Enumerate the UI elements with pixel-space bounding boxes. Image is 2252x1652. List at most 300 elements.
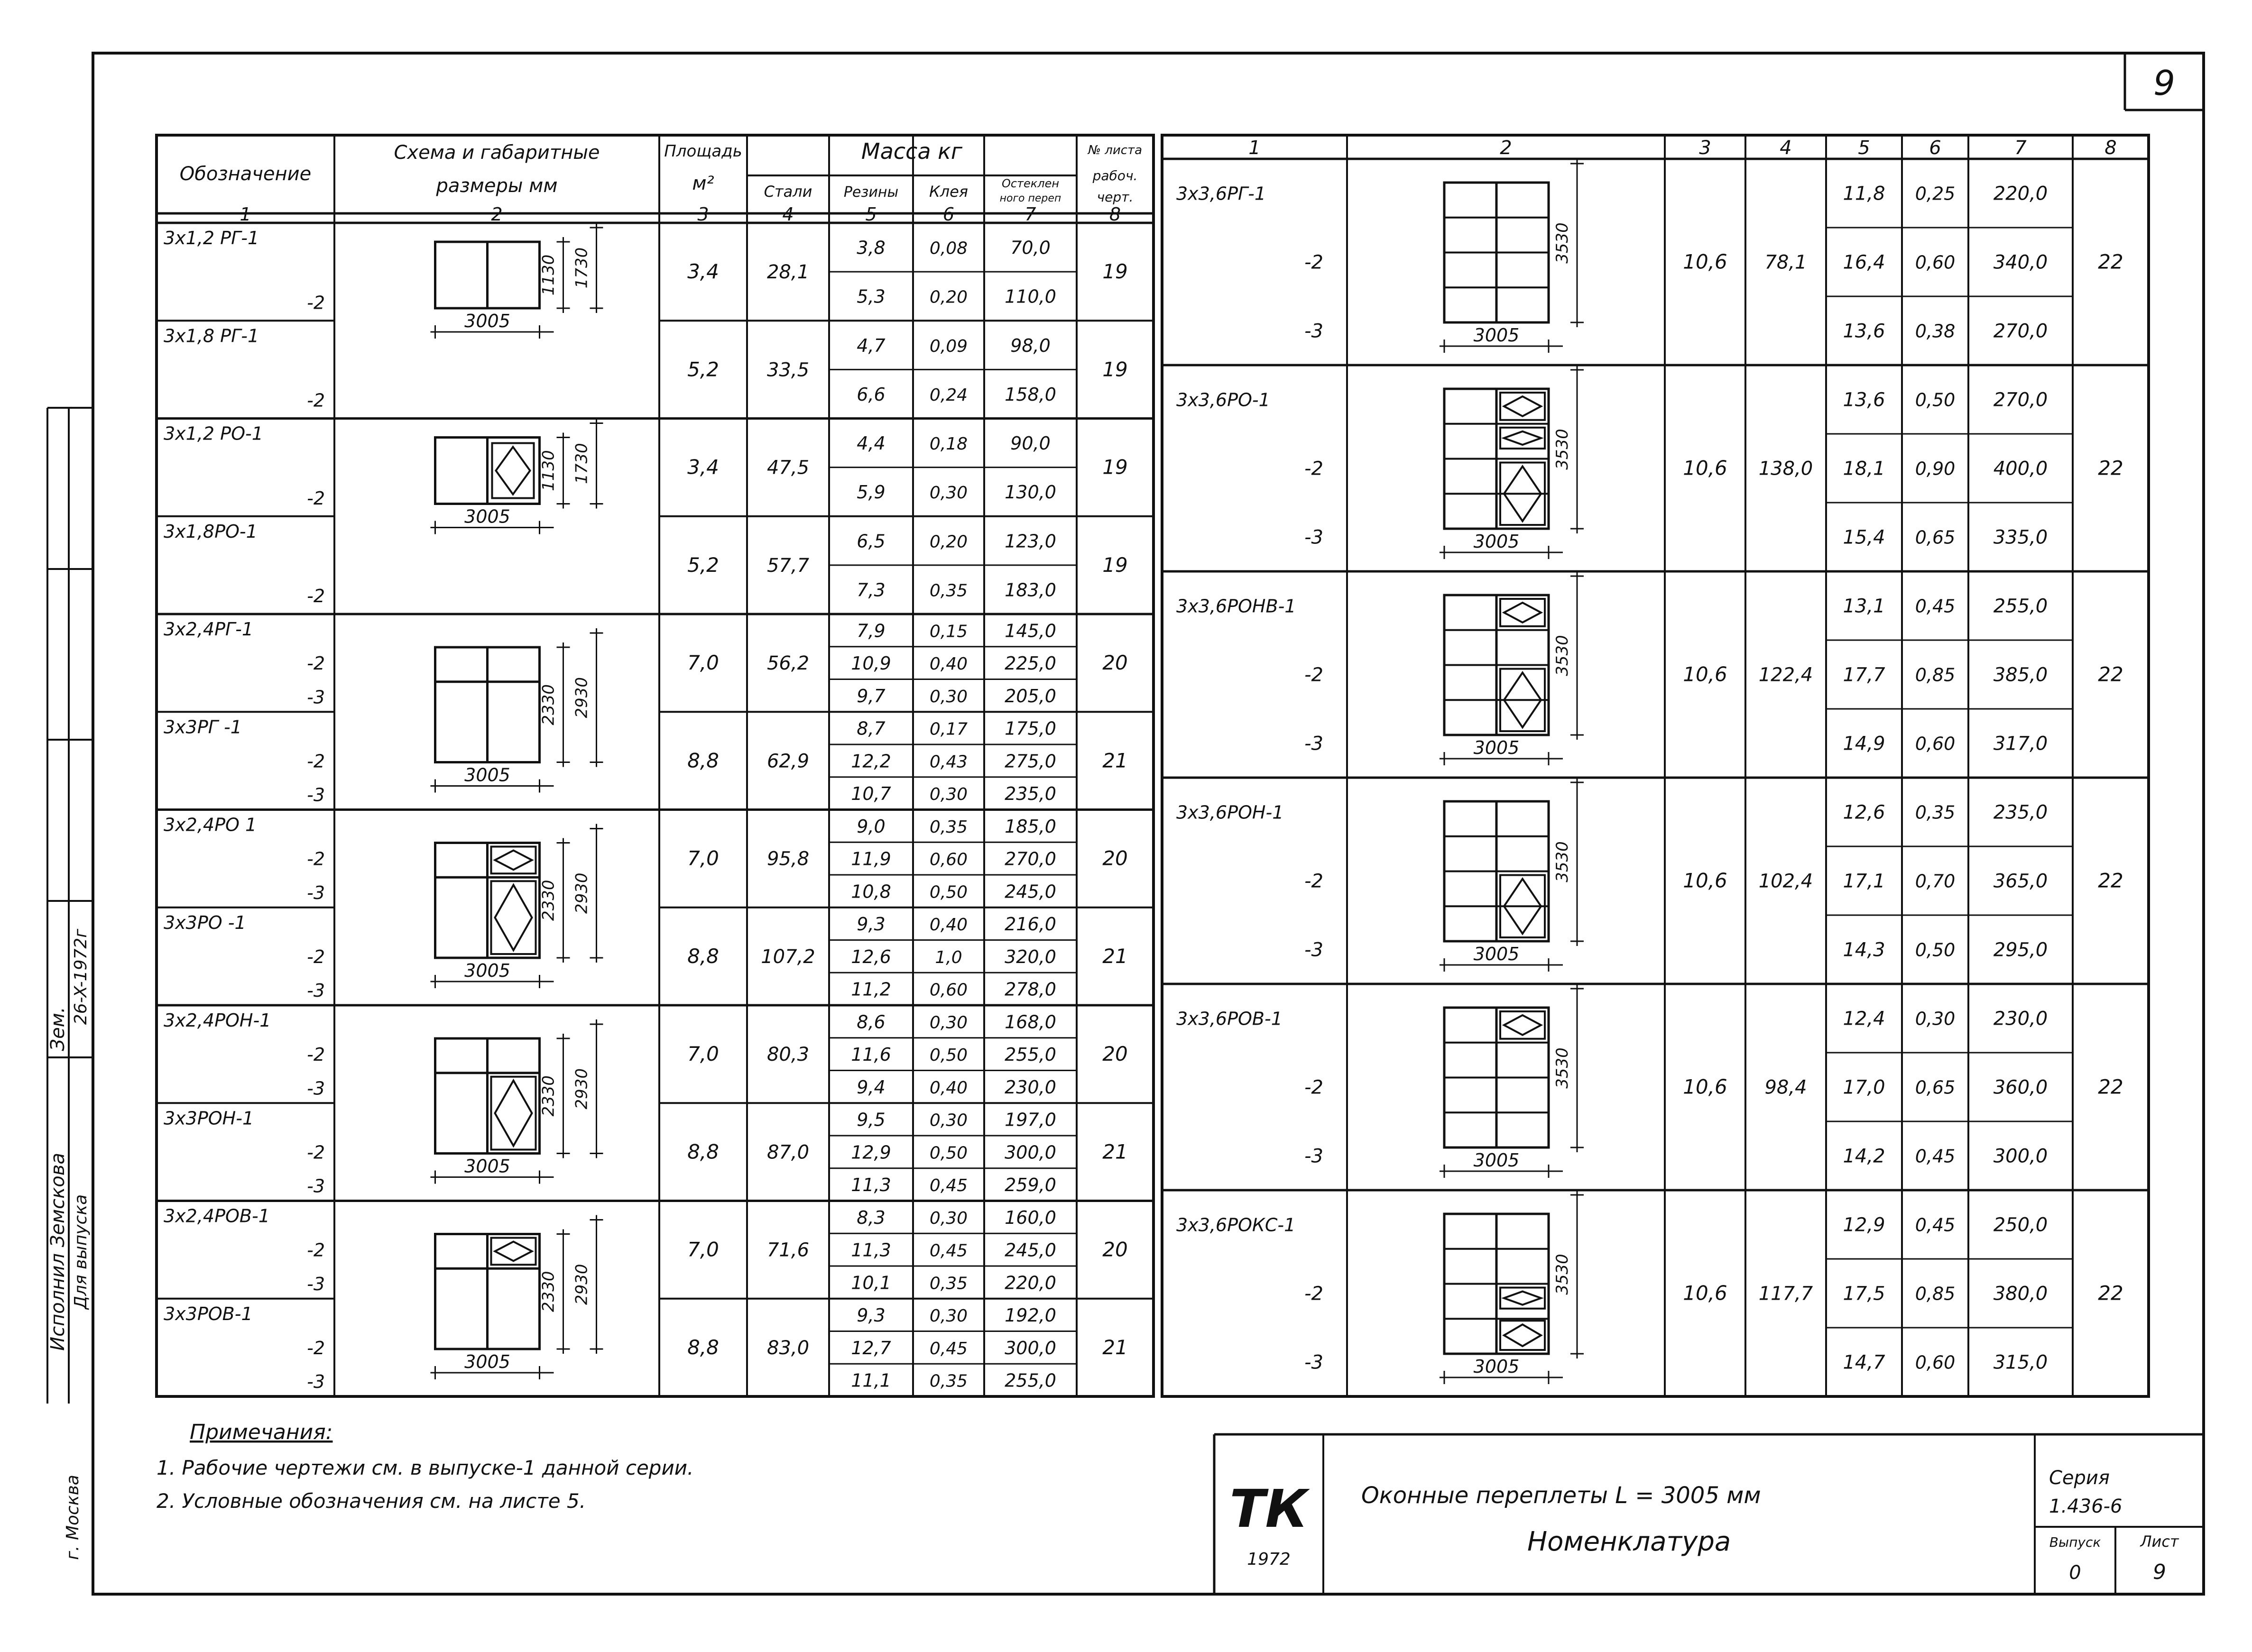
area-value: 8,8 bbox=[687, 749, 719, 772]
steel-mass: 56,2 bbox=[766, 652, 810, 675]
designation-variant: -2 bbox=[307, 1142, 325, 1163]
window-scheme bbox=[431, 223, 603, 339]
dimension-label: 3005 bbox=[1473, 944, 1520, 964]
area-value: 10,6 bbox=[1683, 1281, 1727, 1305]
glue-mass: 0,50 bbox=[1915, 389, 1956, 411]
glue-mass: 0,43 bbox=[929, 752, 968, 772]
glazed-mass: 123,0 bbox=[1005, 531, 1056, 552]
designation: 3х1,2 РО-1 bbox=[164, 423, 263, 444]
rubber-mass: 17,5 bbox=[1843, 1283, 1885, 1305]
glue-mass: 0,35 bbox=[929, 1274, 968, 1294]
designation-variant: -2 bbox=[1304, 664, 1323, 686]
right-nomenclature-table bbox=[1162, 135, 2149, 1396]
glazed-mass: 250,0 bbox=[1993, 1214, 2048, 1236]
rubber-mass: 11,9 bbox=[851, 848, 891, 870]
glazed-mass: 90,0 bbox=[1010, 433, 1051, 454]
area-value: 8,8 bbox=[687, 1335, 719, 1359]
glazed-mass: 317,0 bbox=[1993, 733, 2048, 755]
rubber-mass: 7,3 bbox=[857, 579, 886, 601]
glazed-mass: 110,0 bbox=[1005, 286, 1056, 307]
glazed-mass: 205,0 bbox=[1005, 685, 1056, 707]
sheet-label: Лист bbox=[2140, 1533, 2179, 1551]
notes-title: Примечания: bbox=[190, 1420, 333, 1444]
series-label: Серия bbox=[2049, 1467, 2110, 1489]
column-number: 2 bbox=[1500, 137, 1512, 159]
glue-mass: 0,40 bbox=[929, 915, 968, 935]
glue-mass: 0,45 bbox=[929, 1339, 968, 1358]
area-value: 8,8 bbox=[687, 944, 719, 968]
dimension-label: 3005 bbox=[464, 960, 510, 981]
glazed-mass: 235,0 bbox=[1993, 801, 2048, 824]
glue-mass: 0,38 bbox=[1915, 321, 1956, 342]
steel-mass: 57,7 bbox=[766, 554, 810, 577]
sheet-ref: 20 bbox=[1102, 1238, 1128, 1261]
designation-variant: -2 bbox=[307, 586, 325, 606]
rubber-mass: 14,7 bbox=[1843, 1351, 1885, 1374]
glue-mass: 0,35 bbox=[929, 1371, 968, 1391]
glue-mass: 0,50 bbox=[1915, 939, 1956, 961]
designation-variant: -2 bbox=[1304, 458, 1323, 480]
glazed-pane bbox=[491, 1077, 536, 1150]
designation-variant: -2 bbox=[307, 848, 325, 870]
glazing-diamond bbox=[1504, 1015, 1541, 1035]
glue-mass: 0,40 bbox=[929, 1078, 968, 1098]
glue-mass: 0,15 bbox=[929, 622, 968, 642]
dimension-label: 3005 bbox=[1473, 737, 1520, 758]
glue-mass: 0,09 bbox=[929, 336, 968, 356]
window-scheme bbox=[431, 628, 603, 793]
sheet-ref: 19 bbox=[1102, 358, 1128, 381]
designation-variant: -2 bbox=[307, 751, 325, 772]
dimension-label: 2930 bbox=[572, 1068, 591, 1110]
designation: 3х3,6РО-1 bbox=[1176, 389, 1270, 411]
area-value: 7,0 bbox=[687, 651, 719, 675]
area-value: 10,6 bbox=[1683, 1075, 1727, 1099]
steel-mass: 102,4 bbox=[1758, 870, 1813, 892]
rubber-mass: 4,7 bbox=[857, 335, 886, 356]
sheet-ref: 22 bbox=[2098, 456, 2123, 480]
rubber-mass: 5,3 bbox=[857, 286, 886, 307]
glue-mass: 0,50 bbox=[929, 882, 968, 902]
dimension-label: 3530 bbox=[1553, 841, 1572, 882]
glue-mass: 0,35 bbox=[1915, 802, 1956, 823]
dimension-label: 1730 bbox=[572, 443, 591, 484]
designation: 3х2,4РО 1 bbox=[164, 814, 257, 835]
glazed-mass: 365,0 bbox=[1993, 870, 2048, 892]
series-value: 1.436-6 bbox=[2049, 1496, 2123, 1517]
sheet-ref: 20 bbox=[1102, 651, 1128, 675]
dimension-label: 3530 bbox=[1553, 1254, 1572, 1295]
glazed-mass: 295,0 bbox=[1993, 939, 2048, 961]
rubber-mass: 15,4 bbox=[1843, 526, 1885, 549]
rubber-mass: 13,6 bbox=[1843, 389, 1885, 411]
steel-mass: 107,2 bbox=[761, 945, 815, 968]
window-scheme bbox=[1440, 571, 1584, 765]
glazed-mass: 230,0 bbox=[1005, 1076, 1056, 1098]
designation-variant: -2 bbox=[307, 487, 325, 509]
rubber-mass: 18,1 bbox=[1843, 458, 1885, 480]
glue-mass: 0,24 bbox=[929, 385, 968, 405]
dimension-label: 3005 bbox=[464, 764, 510, 786]
rubber-mass: 17,0 bbox=[1843, 1076, 1885, 1099]
glazed-mass: 335,0 bbox=[1993, 526, 2048, 549]
glazed-pane bbox=[492, 443, 534, 498]
sheet-ref: 22 bbox=[2098, 662, 2123, 686]
glue-mass: 0,45 bbox=[929, 1176, 968, 1196]
rubber-mass: 8,6 bbox=[857, 1011, 886, 1033]
designation: 3х3,6РОН-1 bbox=[1176, 802, 1284, 823]
designation-variant: -3 bbox=[307, 784, 325, 806]
area-value: 7,0 bbox=[687, 1238, 719, 1261]
stamp-executor: Исполнил Земскова bbox=[47, 1153, 69, 1351]
glazed-mass: 270,0 bbox=[1993, 320, 2048, 342]
glue-mass: 0,85 bbox=[1915, 1283, 1956, 1304]
steel-mass: 71,6 bbox=[766, 1239, 810, 1261]
steel-mass: 122,4 bbox=[1758, 664, 1813, 686]
note-1: 1. Рабочие чертежи см. в выпуске-1 данной серии. bbox=[157, 1456, 694, 1479]
side-stamp bbox=[47, 408, 93, 1560]
logo-tk: ТК bbox=[1229, 1478, 1308, 1539]
rubber-mass: 10,7 bbox=[851, 783, 891, 805]
glazing-diamond bbox=[496, 447, 530, 495]
rubber-mass: 7,9 bbox=[857, 620, 886, 642]
header-sheet-2: рабоч. bbox=[1092, 168, 1138, 184]
area-value: 7,0 bbox=[687, 846, 719, 870]
column-number: 8 bbox=[2104, 137, 2117, 159]
glazed-mass: 385,0 bbox=[1993, 664, 2048, 686]
header-area-unit: м² bbox=[692, 173, 714, 194]
header-sheet-3: черт. bbox=[1097, 189, 1134, 205]
glazed-mass: 245,0 bbox=[1005, 1239, 1056, 1261]
column-number: 8 bbox=[1109, 204, 1121, 225]
designation-variant: -3 bbox=[307, 1371, 325, 1392]
left-nomenclature-table bbox=[157, 135, 1154, 1396]
glazed-mass: 98,0 bbox=[1010, 335, 1051, 356]
sheet-title-2: Номенклатура bbox=[1527, 1526, 1731, 1557]
header-rubber: Резины bbox=[843, 184, 899, 201]
glazed-mass: 255,0 bbox=[1993, 595, 2048, 617]
glue-mass: 0,90 bbox=[1915, 458, 1956, 479]
sheet-ref: 19 bbox=[1102, 260, 1128, 284]
rubber-mass: 16,4 bbox=[1843, 251, 1885, 274]
dimension-label: 3005 bbox=[1473, 531, 1520, 552]
designation-variant: -2 bbox=[1304, 251, 1323, 274]
stamp-city: г. Москва bbox=[63, 1475, 83, 1560]
glazed-mass: 360,0 bbox=[1993, 1076, 2048, 1099]
glue-mass: 0,30 bbox=[929, 1306, 968, 1326]
area-value: 8,8 bbox=[687, 1140, 719, 1164]
designation-variant: -3 bbox=[1304, 939, 1323, 961]
glazed-mass: 130,0 bbox=[1005, 482, 1056, 503]
glazed-mass: 185,0 bbox=[1005, 816, 1056, 837]
glue-mass: 1,0 bbox=[935, 947, 962, 967]
rubber-mass: 6,6 bbox=[857, 384, 886, 405]
dimension-label: 2930 bbox=[572, 677, 591, 718]
glazed-mass: 270,0 bbox=[1993, 389, 2048, 411]
designation-variant: -2 bbox=[307, 946, 325, 967]
rubber-mass: 13,1 bbox=[1843, 595, 1885, 617]
glazing-diamond bbox=[495, 885, 532, 950]
glazing-diamond bbox=[1504, 396, 1541, 416]
glue-mass: 0,20 bbox=[929, 532, 968, 552]
rubber-mass: 9,3 bbox=[857, 914, 886, 935]
dimension-label: 3005 bbox=[1473, 1150, 1520, 1171]
designation-variant: -3 bbox=[307, 687, 325, 708]
designation-variant: -2 bbox=[1304, 1283, 1323, 1305]
glue-mass: 0,08 bbox=[929, 239, 968, 258]
designation: 3х3РОН-1 bbox=[164, 1108, 254, 1129]
header-glue: Клея bbox=[929, 183, 969, 201]
glazed-mass: 230,0 bbox=[1993, 1008, 2048, 1030]
sheet-value: 9 bbox=[2153, 1560, 2166, 1584]
rubber-mass: 11,2 bbox=[851, 979, 891, 1000]
steel-mass: 83,0 bbox=[766, 1337, 810, 1359]
rubber-mass: 3,8 bbox=[857, 237, 886, 258]
column-number: 3 bbox=[697, 204, 709, 225]
glazed-mass: 380,0 bbox=[1993, 1283, 2048, 1305]
rubber-mass: 9,0 bbox=[857, 816, 886, 837]
area-value: 3,4 bbox=[687, 260, 719, 284]
glue-mass: 0,45 bbox=[1915, 1146, 1956, 1167]
designation: 3х3,6РОВ-1 bbox=[1176, 1008, 1283, 1029]
window-scheme bbox=[1440, 159, 1584, 353]
stamp-date: 26-X-1972г bbox=[71, 928, 91, 1025]
glue-mass: 0,30 bbox=[929, 687, 968, 707]
glue-mass: 0,60 bbox=[929, 980, 968, 1000]
window-scheme bbox=[1440, 778, 1584, 972]
rubber-mass: 12,6 bbox=[851, 946, 891, 967]
sheet-title-1: Оконные переплеты L = 3005 мм bbox=[1361, 1482, 1761, 1509]
dimension-label: 3530 bbox=[1553, 1047, 1572, 1089]
outer-border bbox=[93, 53, 2204, 1594]
area-value: 10,6 bbox=[1683, 662, 1727, 686]
glazed-mass: 168,0 bbox=[1005, 1011, 1056, 1033]
steel-mass: 80,3 bbox=[766, 1044, 810, 1066]
header-mass: Масса кг bbox=[861, 138, 963, 164]
left-table-border bbox=[157, 135, 1154, 1396]
column-number: 2 bbox=[491, 204, 503, 225]
sheet-ref: 20 bbox=[1102, 1042, 1128, 1066]
column-number: 7 bbox=[1024, 204, 1036, 225]
glue-mass: 0,40 bbox=[929, 654, 968, 674]
rubber-mass: 12,2 bbox=[851, 751, 891, 772]
header-scheme-units: размеры мм bbox=[436, 175, 558, 197]
rubber-mass: 12,6 bbox=[1843, 801, 1885, 824]
sheet-ref: 21 bbox=[1102, 1140, 1128, 1164]
header-scheme: Схема и габаритные bbox=[394, 142, 600, 164]
steel-mass: 95,8 bbox=[766, 848, 810, 870]
glazed-mass: 175,0 bbox=[1005, 718, 1056, 739]
designation: 3х2,4РОН-1 bbox=[164, 1010, 271, 1031]
glue-mass: 0,60 bbox=[1915, 1352, 1956, 1373]
dimension-label: 1130 bbox=[539, 254, 558, 296]
steel-mass: 138,0 bbox=[1758, 458, 1813, 480]
designation: 3х2,4РОВ-1 bbox=[164, 1205, 270, 1227]
column-number: 1 bbox=[1248, 137, 1261, 159]
designation-variant: -3 bbox=[307, 882, 325, 903]
dimension-label: 2330 bbox=[539, 880, 558, 921]
dimension-label: 3530 bbox=[1553, 635, 1572, 676]
glue-mass: 0,65 bbox=[1915, 1077, 1956, 1098]
glazed-mass: 255,0 bbox=[1005, 1044, 1056, 1065]
window-scheme bbox=[431, 1019, 603, 1184]
window-scheme bbox=[431, 419, 603, 534]
dimension-label: 3530 bbox=[1553, 222, 1572, 264]
designation-variant: -2 bbox=[307, 292, 325, 313]
column-number: 7 bbox=[2014, 137, 2027, 159]
glazed-mass: 340,0 bbox=[1993, 251, 2048, 274]
dimension-label: 2930 bbox=[572, 1264, 591, 1305]
glazed-mass: 235,0 bbox=[1005, 783, 1056, 805]
glazed-mass: 183,0 bbox=[1005, 579, 1056, 601]
rubber-mass: 9,3 bbox=[857, 1305, 886, 1326]
rubber-mass: 17,1 bbox=[1843, 870, 1885, 892]
issue-label: Выпуск bbox=[2049, 1534, 2101, 1550]
steel-mass: 87,0 bbox=[766, 1141, 810, 1164]
column-number: 6 bbox=[942, 204, 955, 225]
designation: 3х3РОВ-1 bbox=[164, 1303, 253, 1324]
glue-mass: 0,65 bbox=[1915, 527, 1956, 548]
glazed-mass: 145,0 bbox=[1005, 620, 1056, 642]
column-number: 5 bbox=[865, 204, 877, 225]
glue-mass: 0,60 bbox=[1915, 252, 1956, 273]
glue-mass: 0,50 bbox=[929, 1046, 968, 1065]
note-2: 2. Условные обозначения см. на листе 5. bbox=[157, 1489, 586, 1513]
issue-value: 0 bbox=[2069, 1562, 2081, 1584]
sheet-ref: 19 bbox=[1102, 553, 1128, 577]
glue-mass: 0,60 bbox=[1915, 733, 1956, 754]
dimension-label: 3005 bbox=[464, 506, 510, 527]
area-value: 7,0 bbox=[687, 1042, 719, 1066]
designation: 3х3РО -1 bbox=[164, 912, 246, 933]
column-number: 4 bbox=[1780, 137, 1792, 159]
title-block bbox=[1214, 1434, 2204, 1594]
rubber-mass: 14,3 bbox=[1843, 939, 1885, 961]
glazed-mass: 275,0 bbox=[1005, 751, 1056, 772]
rubber-mass: 12,9 bbox=[1843, 1214, 1885, 1236]
designation: 3х1,2 РГ-1 bbox=[164, 228, 259, 248]
rubber-mass: 12,9 bbox=[851, 1142, 891, 1163]
glazed-mass: 225,0 bbox=[1005, 653, 1056, 674]
glue-mass: 0,70 bbox=[1915, 871, 1956, 892]
rubber-mass: 9,5 bbox=[857, 1109, 886, 1130]
designation-variant: -2 bbox=[307, 653, 325, 674]
rubber-mass: 12,4 bbox=[1843, 1008, 1885, 1030]
dimension-label: 2330 bbox=[539, 1271, 558, 1312]
designation-variant: -3 bbox=[307, 1273, 325, 1294]
rubber-mass: 13,6 bbox=[1843, 320, 1885, 342]
header-glazed-2: ного переп bbox=[999, 193, 1061, 204]
rubber-mass: 11,3 bbox=[851, 1239, 891, 1261]
glazed-mass: 158,0 bbox=[1005, 384, 1056, 405]
glue-mass: 0,45 bbox=[1915, 596, 1956, 617]
sheet-ref: 19 bbox=[1102, 455, 1128, 479]
designation-variant: -3 bbox=[1304, 1351, 1323, 1374]
dimension-label: 3005 bbox=[464, 311, 510, 331]
glazed-mass: 192,0 bbox=[1005, 1305, 1056, 1326]
dimension-label: 2330 bbox=[539, 1075, 558, 1117]
column-number: 5 bbox=[1858, 137, 1870, 159]
rubber-mass: 11,6 bbox=[851, 1044, 891, 1065]
glazed-mass: 320,0 bbox=[1005, 946, 1056, 967]
header-glazed: Остеклен bbox=[1001, 177, 1060, 190]
glazed-mass: 220,0 bbox=[1993, 183, 2048, 205]
glue-mass: 0,45 bbox=[1915, 1214, 1956, 1236]
dimension-label: 3005 bbox=[1473, 1356, 1520, 1377]
designation: 3х3РГ -1 bbox=[164, 716, 242, 738]
glazed-mass: 220,0 bbox=[1005, 1272, 1056, 1294]
rubber-mass: 10,9 bbox=[851, 653, 891, 674]
glazed-mass: 300,0 bbox=[1993, 1145, 2048, 1167]
designation: 3х1,8 РГ-1 bbox=[164, 325, 259, 347]
designation-variant: -3 bbox=[307, 1078, 325, 1099]
area-value: 10,6 bbox=[1683, 250, 1727, 274]
glazed-mass: 216,0 bbox=[1005, 914, 1056, 935]
rubber-mass: 4,4 bbox=[857, 433, 886, 454]
area-value: 10,6 bbox=[1683, 456, 1727, 480]
glazed-pane bbox=[491, 881, 536, 954]
rubber-mass: 11,1 bbox=[851, 1370, 891, 1391]
header-steel: Стали bbox=[764, 183, 812, 201]
designation-variant: -3 bbox=[307, 980, 325, 1001]
steel-mass: 28,1 bbox=[766, 261, 810, 284]
designation-variant: -2 bbox=[1304, 1076, 1323, 1099]
glazed-mass: 270,0 bbox=[1005, 848, 1056, 870]
designation-variant: -3 bbox=[1304, 320, 1323, 342]
steel-mass: 47,5 bbox=[766, 457, 810, 479]
sheet-ref: 21 bbox=[1102, 749, 1128, 772]
glue-mass: 0,85 bbox=[1915, 664, 1956, 686]
designation-variant: -2 bbox=[1304, 870, 1323, 892]
designation: 3х3,6РОКС-1 bbox=[1176, 1214, 1296, 1236]
area-value: 3,4 bbox=[687, 455, 719, 479]
glue-mass: 0,18 bbox=[929, 434, 968, 454]
steel-mass: 98,4 bbox=[1764, 1076, 1807, 1099]
glue-mass: 0,30 bbox=[929, 1208, 968, 1228]
sheet-ref: 22 bbox=[2098, 869, 2123, 892]
header-area: Площадь bbox=[664, 142, 742, 161]
dimension-label: 3005 bbox=[464, 1351, 510, 1372]
rubber-mass: 14,9 bbox=[1843, 733, 1885, 755]
dimension-label: 2930 bbox=[572, 872, 591, 914]
steel-mass: 33,5 bbox=[766, 359, 810, 381]
glazed-mass: 255,0 bbox=[1005, 1370, 1056, 1391]
designation-variant: -2 bbox=[307, 1239, 325, 1261]
glue-mass: 0,20 bbox=[929, 287, 968, 307]
glazing-diamond bbox=[1504, 1324, 1541, 1346]
designation-variant: -2 bbox=[307, 1044, 325, 1065]
sheet-ref: 21 bbox=[1102, 944, 1128, 968]
glazed-mass: 259,0 bbox=[1005, 1175, 1056, 1196]
glue-mass: 0,50 bbox=[929, 1143, 968, 1163]
window-scheme bbox=[1440, 984, 1584, 1178]
rubber-mass: 9,7 bbox=[857, 685, 886, 707]
steel-mass: 117,7 bbox=[1758, 1283, 1813, 1305]
glue-mass: 0,45 bbox=[929, 1241, 968, 1261]
page-number: 9 bbox=[2153, 63, 2175, 103]
glazing-diamond bbox=[495, 851, 532, 870]
designation: 3х3,6РОНВ-1 bbox=[1176, 596, 1296, 617]
rubber-mass: 6,5 bbox=[857, 531, 886, 552]
glazed-mass: 300,0 bbox=[1005, 1337, 1056, 1358]
dimension-label: 1730 bbox=[572, 247, 591, 289]
area-value: 10,6 bbox=[1683, 869, 1727, 892]
designation-variant: -2 bbox=[307, 1337, 325, 1358]
rubber-mass: 12,7 bbox=[851, 1337, 891, 1358]
sheet-ref: 20 bbox=[1102, 846, 1128, 870]
glue-mass: 0,35 bbox=[929, 817, 968, 837]
steel-mass: 62,9 bbox=[766, 750, 810, 772]
